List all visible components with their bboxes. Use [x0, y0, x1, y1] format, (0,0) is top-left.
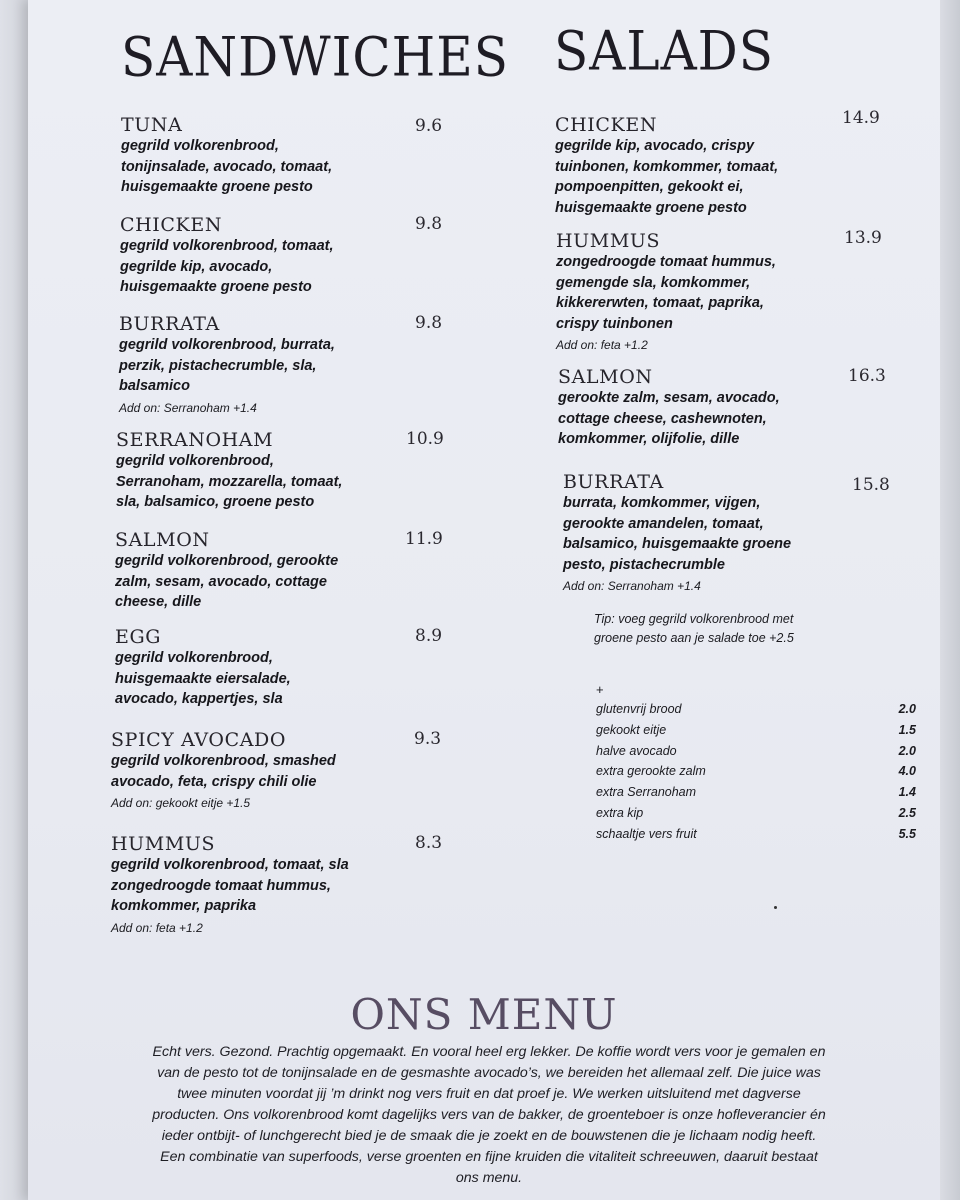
item-addon: Add on: feta +1.2: [111, 920, 203, 935]
item-price: 15.8: [852, 475, 890, 495]
item-desc-line: pesto, pistachecrumble: [563, 556, 725, 573]
extra-label: schaaltje vers fruit: [596, 826, 697, 841]
extra-price: 5.5: [898, 826, 916, 841]
extra-label: extra gerookte zalm: [596, 764, 706, 779]
item-name: SERRANOHAM: [116, 429, 274, 451]
extra-label: extra Serranoham: [596, 785, 697, 800]
sandwich-hummus: [111, 833, 451, 937]
item-price: 8.9: [415, 626, 443, 646]
ons-menu-title: ONS MENU: [350, 990, 618, 1039]
item-desc-line: pompoenpitten, gekookt ei,: [555, 179, 744, 195]
sandwich-burrata: [119, 313, 449, 417]
item-desc-line: kikkererwten, tomaat, paprika,: [556, 295, 764, 311]
item-addon: Add on: Serranoham +1.4: [119, 400, 257, 415]
item-addon: Add on: Serranoham +1.4: [563, 579, 701, 593]
item-desc-line: zalm, sesam, avocado, cottage: [115, 573, 327, 590]
item-name: HUMMUS: [111, 833, 216, 855]
sandwich-egg: [115, 626, 445, 710]
item-desc-line: crispy tuinbonen: [556, 315, 673, 332]
extra-price: 2.0: [898, 743, 916, 758]
item-desc-line: avocado, kappertjes, sla: [115, 691, 283, 707]
extra-label: glutenvrij brood: [596, 702, 682, 716]
item-price: 9.8: [415, 313, 443, 333]
item-desc-line: komkommer, paprika: [111, 898, 257, 914]
item-name: BURRATA: [563, 471, 664, 493]
item-desc-line: gegrild volkorenbrood, tomaat,: [120, 238, 334, 254]
item-price: 16.3: [848, 366, 886, 386]
item-desc-line: gegrilde kip, avocado,: [120, 258, 273, 275]
item-name: TUNA: [121, 114, 183, 136]
item-name: EGG: [115, 626, 162, 648]
extra-label: halve avocado: [596, 743, 677, 758]
extra-price: 4.0: [898, 764, 916, 779]
item-desc-line: huisgemaakte groene pesto: [555, 199, 747, 216]
sandwiches-heading: SANDWICHES: [121, 25, 509, 89]
item-desc-line: gegrild volkorenbrood, tomaat, sla: [111, 857, 349, 873]
item-desc-line: burrata, komkommer, vijgen,: [563, 495, 761, 511]
tip-line: Tip: voeg gegrild volkorenbrood met: [594, 612, 794, 626]
item-desc-line: gegrild volkorenbrood,: [116, 453, 274, 469]
extras-list: [596, 681, 916, 845]
item-name: CHICKEN: [120, 214, 223, 236]
item-desc-line: gemengde sla, komkommer,: [556, 274, 751, 291]
page-edge-left: [0, 0, 28, 1200]
sandwich-serranoham: [116, 429, 446, 513]
item-desc-line: tuinbonen, komkommer, tomaat,: [555, 158, 779, 175]
item-name: HUMMUS: [556, 230, 661, 252]
extra-label: extra kip: [596, 805, 644, 820]
extras-row: [596, 782, 916, 803]
item-desc-line: Serranoham, mozzarella, tomaat,: [116, 473, 343, 490]
item-price: 14.9: [842, 108, 880, 128]
item-desc-line: zongedroogde tomaat hummus,: [556, 254, 776, 270]
sandwich-tuna: [121, 114, 451, 198]
salad-burrata: [563, 471, 903, 595]
extras-plus-symbol: +: [596, 682, 604, 697]
extra-label: gekookt eitje: [596, 722, 667, 737]
item-price: 13.9: [844, 228, 882, 248]
item-desc-line: avocado, feta, crispy chili olie: [111, 773, 317, 790]
extra-price: 1.4: [898, 785, 916, 800]
item-name: SPICY AVOCADO: [111, 729, 287, 751]
item-desc-line: gerookte zalm, sesam, avocado,: [558, 390, 780, 406]
ons-menu-line: ons menu.: [455, 1170, 523, 1186]
item-name: CHICKEN: [555, 114, 658, 136]
item-desc-line: gegrild volkorenbrood,: [121, 138, 279, 154]
page-edge-right: [940, 0, 960, 1200]
extras-row: [596, 803, 916, 824]
sandwich-salmon: [115, 529, 445, 613]
item-desc-line: zongedroogde tomaat hummus,: [111, 877, 331, 894]
item-price: 11.9: [405, 529, 443, 549]
ons-menu-line: producten. Ons volkorenbrood komt dagelijks vers van de bakker, de groenteboer is onze hofleverancier én: [152, 1107, 826, 1123]
item-price: 9.6: [415, 116, 443, 136]
salad-salmon: [558, 366, 898, 450]
item-desc-line: perzik, pistachecrumble, sla,: [119, 357, 317, 374]
sandwich-spicy-avocado: [111, 729, 451, 812]
item-addon: Add on: gekookt eitje +1.5: [111, 796, 251, 810]
ons-menu-line: twee minuten voordat jij ’m drinkt nog vers fruit en dat proef je. We werken uitsluitend met dagverse: [177, 1086, 801, 1102]
item-price: 8.3: [415, 833, 443, 853]
item-desc-line: gegrilde kip, avocado, crispy: [555, 138, 755, 154]
ons-menu-line: van de pesto tot de tonijnsalade en de gesmashte avocado’s, we bereiden het allemaal zelf. Die juice was: [157, 1065, 821, 1081]
item-desc-line: sla, balsamico, groene pesto: [116, 494, 315, 510]
extras-row: [596, 824, 916, 845]
item-desc-line: cottage cheese, cashewnoten,: [558, 410, 767, 427]
item-name: BURRATA: [119, 313, 220, 335]
item-price: 9.3: [414, 729, 442, 749]
item-desc-line: cheese, dille: [115, 594, 202, 610]
item-desc-line: huisgemaakte eiersalade,: [115, 670, 291, 687]
item-desc-line: gerookte amandelen, tomaat,: [563, 515, 764, 532]
item-desc-line: tonijnsalade, avocado, tomaat,: [121, 158, 333, 175]
extras-row: [596, 720, 916, 741]
item-price: 9.8: [415, 214, 443, 234]
item-desc-line: balsamico: [119, 378, 190, 394]
item-desc-line: gegrild volkorenbrood, gerookte: [115, 553, 339, 569]
extras-row: [596, 761, 916, 782]
item-name: SALMON: [558, 366, 653, 388]
item-desc-line: huisgemaakte groene pesto: [121, 179, 313, 195]
ons-menu-text: [80, 1042, 898, 1189]
salad-chicken: [555, 108, 895, 218]
extra-price: 2.0: [898, 702, 916, 716]
item-desc-line: balsamico, huisgemaakte groene: [563, 536, 792, 552]
item-name: SALMON: [115, 529, 210, 551]
extra-price: 1.5: [898, 722, 916, 737]
salad-tip: [594, 610, 914, 648]
menu-page: [28, 0, 940, 1200]
tip-line: groene pesto aan je salade toe +2.5: [594, 631, 794, 645]
item-addon: Add on: feta +1.2: [556, 338, 648, 352]
ink-dot: [774, 906, 777, 909]
extras-row: [596, 741, 916, 762]
salads-heading: SALADS: [554, 19, 775, 83]
item-desc-line: komkommer, olijfolie, dille: [558, 431, 740, 447]
extra-price: 2.5: [898, 805, 916, 820]
item-price: 10.9: [406, 429, 444, 449]
extras-row: [596, 699, 916, 720]
ons-menu-line: Echt vers. Gezond. Prachtig opgemaakt. En vooral heel erg lekker. De koffie wordt vers voor je gemalen en: [152, 1044, 826, 1060]
ons-menu-line: ieder ontbijt- of lunchgerecht bied je de smaak die je zoekt en de bouwstenen die je lichaam nodig heeft.: [161, 1128, 817, 1144]
item-desc-line: gegrild volkorenbrood, burrata,: [119, 337, 335, 353]
item-desc-line: gegrild volkorenbrood,: [115, 650, 273, 666]
ons-menu-line: Een combinatie van superfoods, verse groenten en fijne kruiden die vitaliteit schreeuwen, daaruit bestaat: [160, 1149, 818, 1165]
sandwich-chicken: [120, 214, 450, 298]
item-desc-line: huisgemaakte groene pesto: [120, 279, 312, 295]
salad-hummus: [556, 230, 896, 354]
item-desc-line: gegrild volkorenbrood, smashed: [111, 753, 336, 769]
